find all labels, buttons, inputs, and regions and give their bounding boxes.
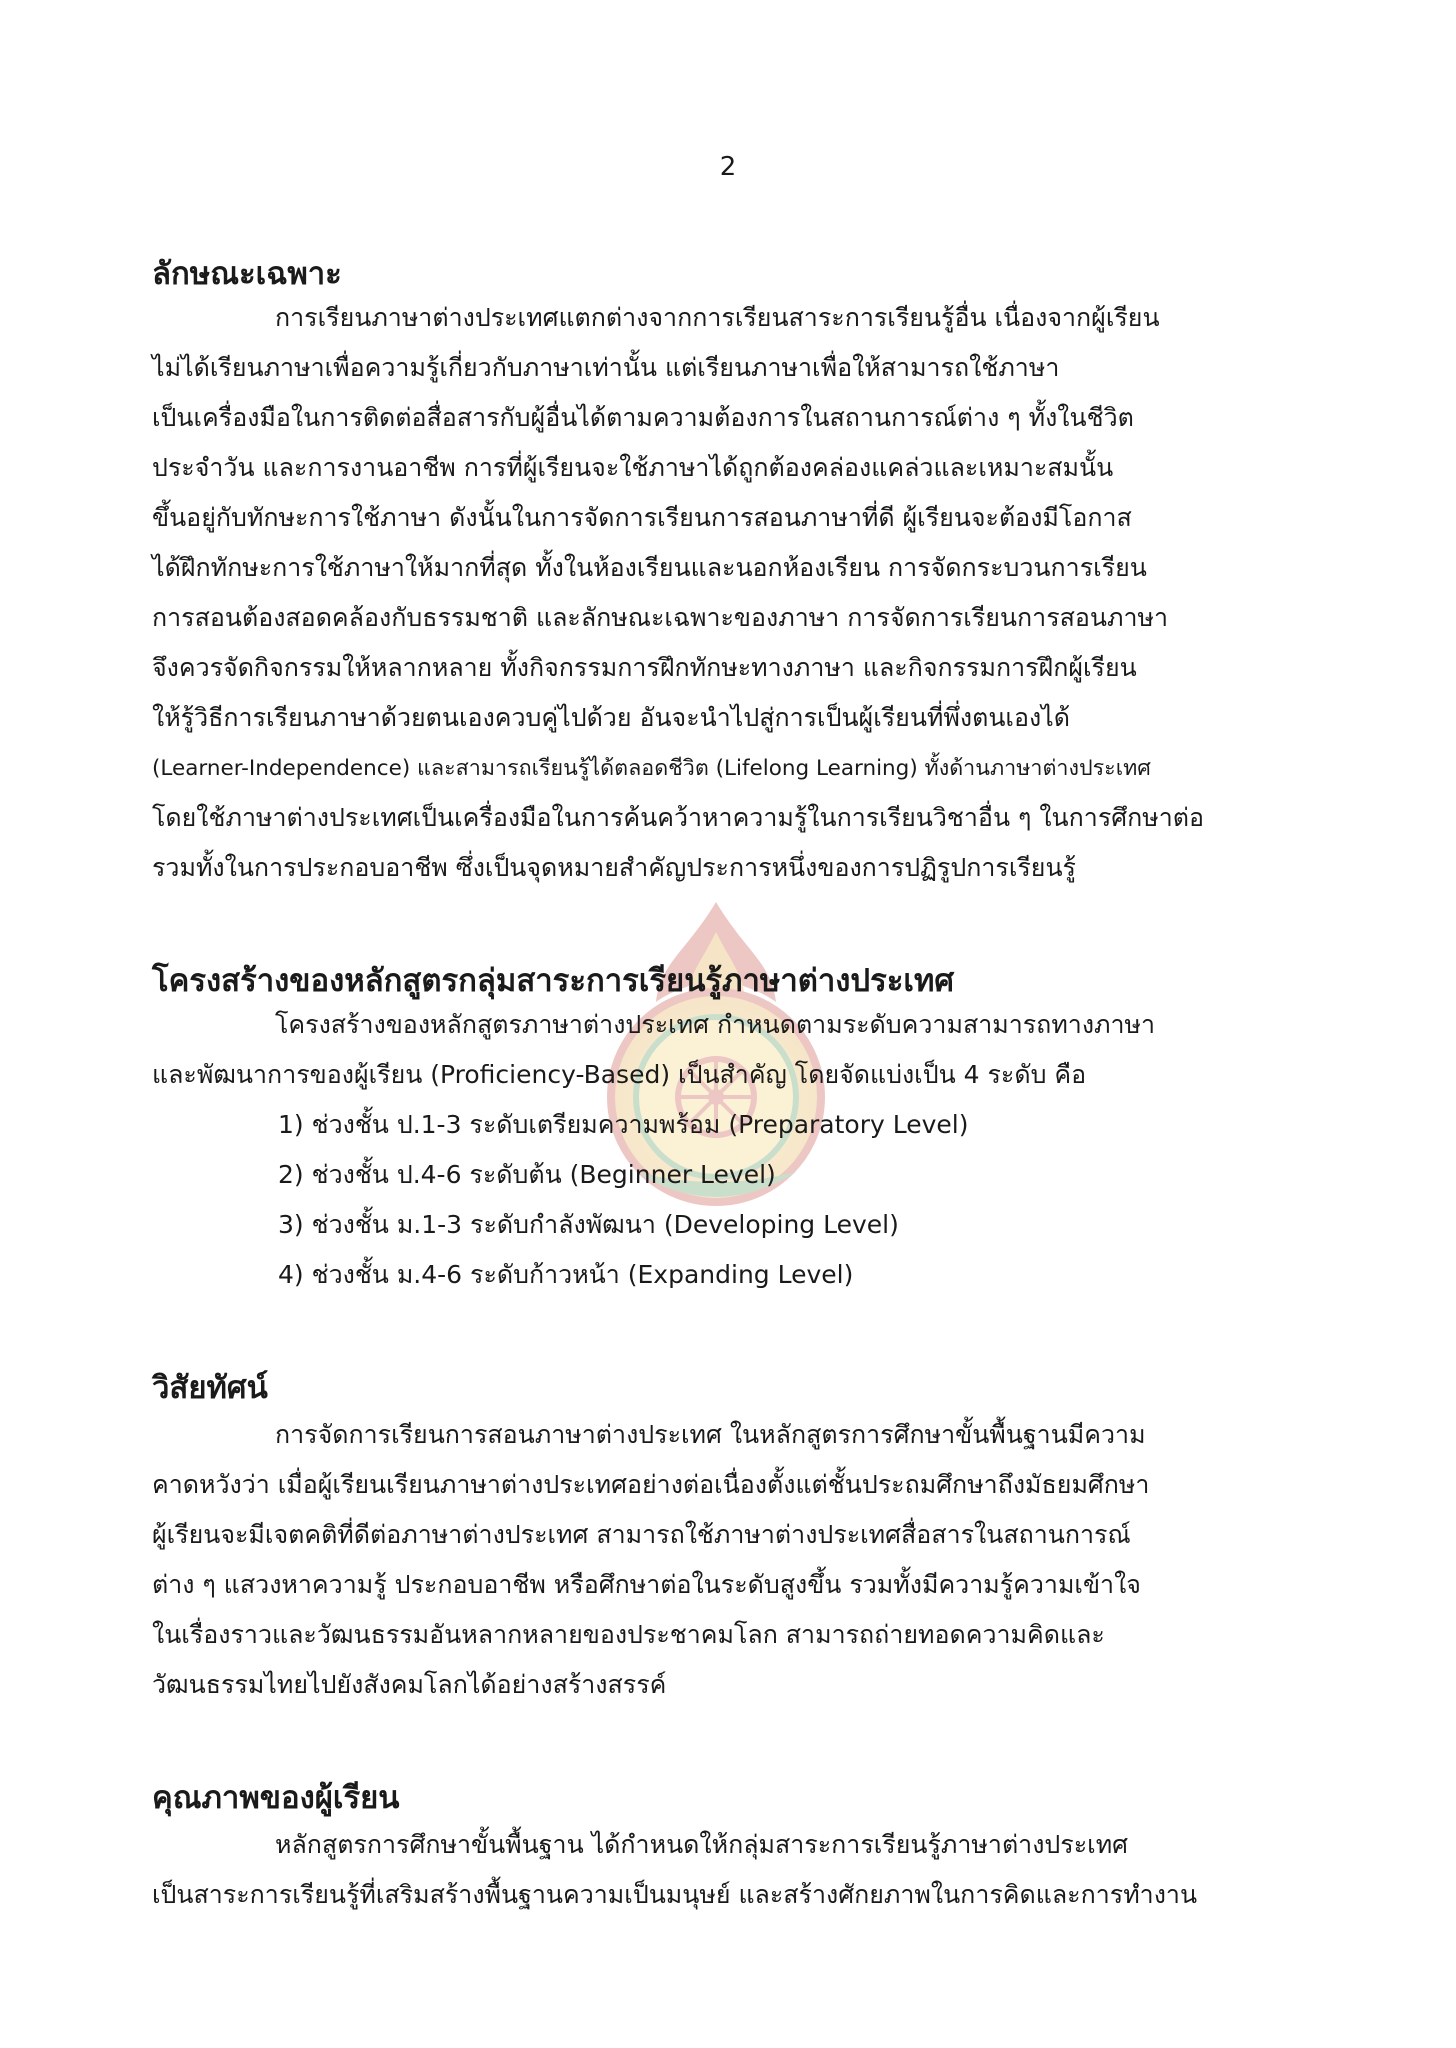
list-item: 3) ช่วงชั้น ม.1-3 ระดับกำลังพัฒนา (Developing Level) [278,1210,899,1239]
paragraph-line: โดยใช้ภาษาต่างประเทศเป็นเครื่องมือในการค้นคว้าหาความรู้ในการเรียนวิชาอื่น ๆ ในการศึกษาต่อ [152,803,1205,832]
section-heading-vision: วิสัยทัศน์ [152,1370,268,1406]
paragraph-line: ประจำวัน และการงานอาชีพ การที่ผู้เรียนจะใช้ภาษาได้ถูกต้องคล่องแคล่วและเหมาะสมนั้น [152,453,1114,482]
paragraph-line: ได้ฝึกทักษะการใช้ภาษาให้มากที่สุด ทั้งในห้องเรียนและนอกห้องเรียน การจัดกระบวนการเรียน [152,553,1147,582]
paragraph-line: เป็นเครื่องมือในการติดต่อสื่อสารกับผู้อื่นได้ตามความต้องการในสถานการณ์ต่าง ๆ ทั้งในชีวิต [152,403,1134,432]
paragraph-line: ผู้เรียนจะมีเจตคติที่ดีต่อภาษาต่างประเทศ สามารถใช้ภาษาต่างประเทศสื่อสารในสถานการณ์ [152,1520,1131,1549]
paragraph-line: (Learner-Independence) และสามารถเรียนรู้ได้ตลอดชีวิต (Lifelong Learning) ทั้งด้านภาษาต่างประเทศ [152,756,1151,781]
paragraph-line: และพัฒนาการของผู้เรียน (Proficiency-Based) เป็นสำคัญ โดยจัดแบ่งเป็น 4 ระดับ คือ [152,1060,1087,1089]
paragraph-line: การสอนต้องสอดคล้องกับธรรมชาติ และลักษณะเฉพาะของภาษา การจัดการเรียนการสอนภาษา [152,603,1169,632]
list-item: 1) ช่วงชั้น ป.1-3 ระดับเตรียมความพร้อม (Preparatory Level) [278,1110,969,1139]
paragraph-line: หลักสูตรการศึกษาขั้นพื้นฐาน ได้กำหนดให้กลุ่มสาระการเรียนรู้ภาษาต่างประเทศ [275,1830,1129,1859]
paragraph-line: เป็นสาระการเรียนรู้ที่เสริมสร้างพื้นฐานความเป็นมนุษย์ และสร้างศักยภาพในการคิดและการทำงาน [152,1880,1198,1909]
paragraph-line: คาดหวังว่า เมื่อผู้เรียนเรียนภาษาต่างประเทศอย่างต่อเนื่องตั้งแต่ชั้นประถมศึกษาถึงมัธยมศึกษา [152,1470,1150,1499]
section-heading-structure: โครงสร้างของหลักสูตรกลุ่มสาระการเรียนรู้ภาษาต่างประเทศ [152,963,955,999]
page-number: 2 [719,152,737,182]
paragraph-line: ต่าง ๆ แสวงหาความรู้ ประกอบอาชีพ หรือศึกษาต่อในระดับสูงขึ้น รวมทั้งมีความรู้ความเข้าใจ [152,1570,1141,1599]
paragraph-line: การเรียนภาษาต่างประเทศแตกต่างจากการเรียนสาระการเรียนรู้อื่น เนื่องจากผู้เรียน [275,303,1160,332]
list-item: 4) ช่วงชั้น ม.4-6 ระดับก้าวหน้า (Expanding Level) [278,1260,854,1289]
paragraph-line: การจัดการเรียนการสอนภาษาต่างประเทศ ในหลักสูตรการศึกษาขั้นพื้นฐานมีความ [275,1420,1146,1449]
paragraph-line: ให้รู้วิธีการเรียนภาษาด้วยตนเองควบคู่ไปด้วย อันจะนำไปสู่การเป็นผู้เรียนที่พึ่งตนเองได้ [152,703,1070,732]
paragraph-line: ขึ้นอยู่กับทักษะการใช้ภาษา ดังนั้นในการจัดการเรียนการสอนภาษาที่ดี ผู้เรียนจะต้องมีโอกาส [152,503,1132,532]
paragraph-line: โครงสร้างของหลักสูตรภาษาต่างประเทศ กำหนดตามระดับความสามารถทางภาษา [275,1010,1156,1039]
section-heading-characteristics: ลักษณะเฉพาะ [152,256,342,292]
section-heading-quality: คุณภาพของผู้เรียน [152,1780,400,1816]
paragraph-line: ไม่ได้เรียนภาษาเพื่อความรู้เกี่ยวกับภาษาเท่านั้น แต่เรียนภาษาเพื่อให้สามารถใช้ภาษา [152,353,1060,382]
paragraph-line: ในเรื่องราวและวัฒนธรรมอันหลากหลายของประชาคมโลก สามารถถ่ายทอดความคิดและ [152,1620,1105,1649]
paragraph-line: วัฒนธรรมไทยไปยังสังคมโลกได้อย่างสร้างสรรค์ [152,1670,667,1699]
paragraph-line: รวมทั้งในการประกอบอาชีพ ซึ่งเป็นจุดหมายสำคัญประการหนึ่งของการปฏิรูปการเรียนรู้ [152,853,1076,882]
list-item: 2) ช่วงชั้น ป.4-6 ระดับต้น (Beginner Level) [278,1160,776,1189]
paragraph-line: จึงควรจัดกิจกรรมให้หลากหลาย ทั้งกิจกรรมการฝึกทักษะทางภาษา และกิจกรรมการฝึกผู้เรียน [152,653,1137,682]
